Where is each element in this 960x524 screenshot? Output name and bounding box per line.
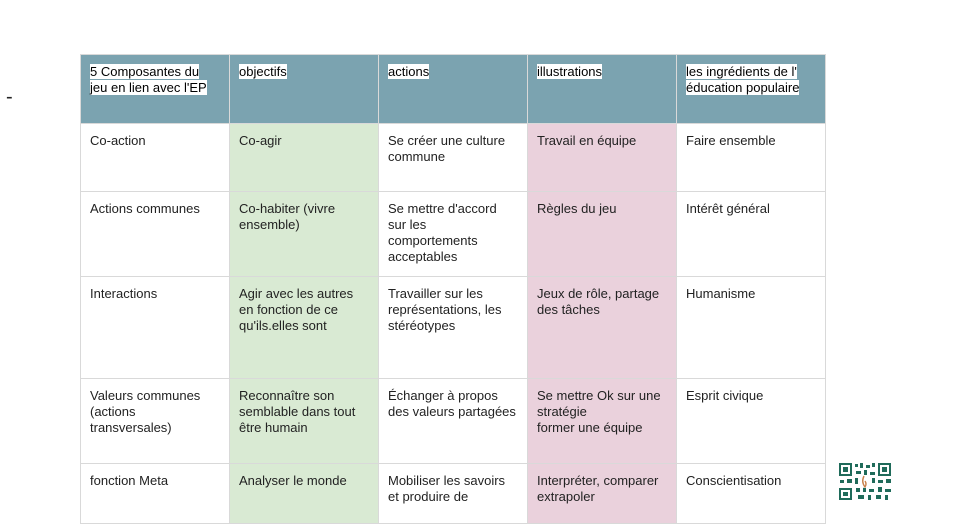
cell-objectif: Analyser le monde — [230, 464, 379, 524]
cell-ingredient: Humanisme — [677, 277, 826, 379]
header-objectifs: objectifs — [230, 55, 379, 124]
table-row — [81, 124, 826, 192]
cell-composante: Interactions — [81, 277, 230, 379]
table-row — [81, 464, 826, 524]
cell-objectif: Co-agir — [230, 124, 379, 192]
components-table — [80, 54, 826, 524]
bullet-dash: - — [6, 86, 13, 108]
cell-illustration: Jeux de rôle, partage des tâches — [528, 277, 677, 379]
header-illustrations: illustrations — [528, 55, 677, 124]
qr-code-icon — [838, 462, 892, 500]
cell-composante: Co-action — [81, 124, 230, 192]
cell-composante: fonction Meta — [81, 464, 230, 524]
cell-action: Mobiliser les savoirs et produire de — [379, 464, 528, 524]
cell-objectif: Co-habiter (vivre ensemble) — [230, 192, 379, 277]
header-composantes: 5 Composantes du jeu en lien avec l'EP — [81, 55, 230, 124]
cell-objectif: Agir avec les autres en fonction de ce qu'ils.elles sont — [230, 277, 379, 379]
cell-objectif: Reconnaître son semblable dans tout être humain — [230, 379, 379, 464]
cell-illustration: Règles du jeu — [528, 192, 677, 277]
cell-action: Se créer une culture commune — [379, 124, 528, 192]
cell-illustration: Se mettre Ok sur une stratégie former une équipe — [528, 379, 677, 464]
cell-composante: Valeurs communes (actions transversales) — [81, 379, 230, 464]
header-ingredients: les ingrédients de l' éducation populaire — [677, 55, 826, 124]
cell-ingredient: Intérêt général — [677, 192, 826, 277]
table-row — [81, 192, 826, 277]
header-row — [81, 55, 826, 124]
cell-composante: Actions communes — [81, 192, 230, 277]
cell-action: Se mettre d'accord sur les comportements acceptables — [379, 192, 528, 277]
table-row — [81, 379, 826, 464]
cell-illustration: Interpréter, comparer extrapoler — [528, 464, 677, 524]
header-actions: actions — [379, 55, 528, 124]
table-row — [81, 277, 826, 379]
cell-action: Travailler sur les représentations, les stéréotypes — [379, 277, 528, 379]
cell-illustration: Travail en équipe — [528, 124, 677, 192]
cell-action: Échanger à propos des valeurs partagées — [379, 379, 528, 464]
cell-ingredient: Esprit civique — [677, 379, 826, 464]
cell-ingredient: Faire ensemble — [677, 124, 826, 192]
cell-ingredient: Conscientisation — [677, 464, 826, 524]
